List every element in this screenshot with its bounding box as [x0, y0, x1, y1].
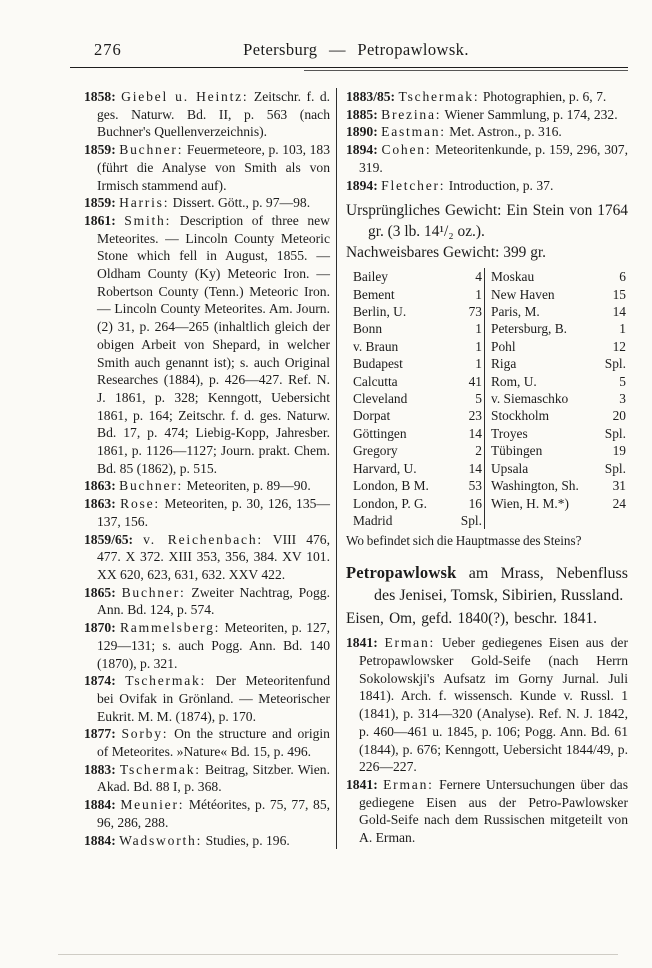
- entry-text: Zeitschr. f. d. ges. Naturw. Bd. II, p. 563 (nach Buchner's Quellenverzeichnis).: [97, 89, 331, 140]
- entry-author: Eastman:: [381, 124, 446, 140]
- table-right-half: [484, 355, 628, 372]
- entry-text: Beitrag, Sitzber. Wien. Akad. Bd. 88 I, p. 368.: [97, 761, 330, 795]
- bibliography-entry: [84, 796, 330, 831]
- table-row: [346, 268, 628, 285]
- header-rule-line-2: [304, 70, 628, 71]
- entry-author: Buchner:: [121, 584, 186, 600]
- table-row: [346, 303, 628, 320]
- entry-text: Met. Astron., p. 316.: [449, 124, 562, 140]
- table-left-location: Calcutta: [353, 373, 398, 389]
- entry-year: 1859:: [84, 195, 116, 211]
- table-right-location: Rom, U.: [491, 373, 537, 389]
- table-left-location: London, B M.: [353, 478, 429, 494]
- bibliography-entry: [84, 194, 330, 212]
- entry-text: Fernere Untersuchungen über das gediegene Eisen aus der Petro-Pawlowsker Gold-Seife nach dem Russischen mitgeteilt von A. Erman.: [359, 776, 628, 846]
- table-left-half: [346, 355, 484, 372]
- table-right-half: [484, 320, 628, 337]
- entry-text: Meteoritenkunde, p. 159, 296, 307, 319.: [359, 142, 628, 175]
- entry-text: Photographien, p. 6, 7.: [482, 89, 607, 104]
- original-weight-line: Ursprüngliches Gewicht: Ein Stein von 1764 gr. (3 lb. 14¹/₂ oz.).: [346, 202, 628, 241]
- table-right-half: [484, 460, 628, 477]
- table-left-half: [346, 477, 484, 494]
- entry-author: Erman:: [383, 776, 434, 792]
- bibliography-entry: [84, 832, 330, 850]
- entry-text: Feuermeteore, p. 103, 183 (führt die Analyse von Smith als von Irmisch stammend auf).: [97, 142, 330, 193]
- bibliography-entry: [346, 88, 628, 106]
- entry-year: 1859/65:: [84, 531, 134, 547]
- table-right-location: Petersburg, B.: [491, 321, 568, 337]
- bibliography-entry: [84, 672, 330, 725]
- table-left-count: Spl.: [460, 512, 482, 528]
- entry-year: 1870:: [84, 620, 116, 636]
- entry-author: Brezina:: [381, 106, 442, 122]
- table-left-half: [346, 425, 484, 442]
- entry-author: Cohen:: [381, 142, 432, 158]
- table-right-location: Tübingen: [491, 443, 543, 459]
- entry-text: Ueber gediegenes Eisen aus der Petropawlowsker Gold-Seife (nach Herrn Sokolowskji's Aufsatz im Gorny Jurnal. Juli 1841). Arch. f. wissensch. Kunde v. Russl. 1 (1841), p. 314—320 (Analyse). Ref. N. J. 1842, p. 460—461 u. 1845, p. 106; Pogg. Ann. Bd. 61 (1844), p. 676; Kenngott, Uebersicht 1844/49, p. 226—227.: [359, 635, 628, 775]
- entry-author: Harris:: [119, 195, 170, 211]
- entry-text: Zweiter Nachtrag, Pogg. Ann. Bd. 124, p. 574.: [97, 584, 330, 618]
- table-row: [346, 512, 628, 529]
- two-column-body: [84, 88, 628, 849]
- table-row: [346, 460, 628, 477]
- table-right-location: [491, 512, 596, 529]
- table-left-location: Cleveland: [353, 391, 408, 407]
- locality-name: Petropawlowsk: [346, 563, 457, 583]
- bibliography-entry: [346, 106, 628, 124]
- table-right-half: [484, 268, 628, 285]
- table-row: [346, 286, 628, 303]
- hauptmasse-question: Wo befindet sich die Hauptmasse des Steins?: [346, 533, 582, 549]
- bibliography-entry: [84, 477, 330, 495]
- bibliography-entry: [84, 212, 330, 478]
- table-left-location: London, P. G.: [353, 495, 428, 511]
- table-left-location: v. Braun: [353, 338, 399, 354]
- table-right-location: Paris, M.: [491, 304, 540, 320]
- page-number: 276: [94, 40, 122, 59]
- entry-year: 1865:: [84, 584, 116, 600]
- entry-author: v. Reichenbach:: [143, 531, 263, 547]
- table-left-location: Harvard, U.: [353, 460, 417, 476]
- entry-author: Rammelsberg:: [119, 620, 221, 636]
- bibliography-entry: [346, 177, 628, 195]
- table-left-count: 4: [475, 269, 482, 285]
- table-left-count: 53: [468, 478, 482, 494]
- table-right-count: [596, 512, 628, 529]
- entry-text: Météorites, p. 75, 77, 85, 96, 286, 288.: [97, 797, 331, 830]
- table-right-half: [484, 286, 628, 303]
- table-left-count: 1: [475, 356, 482, 372]
- bibliography-entry: [84, 141, 330, 194]
- entry-author: Erman:: [384, 635, 436, 651]
- right-column: [337, 88, 628, 849]
- entry-year: 1884:: [84, 797, 116, 813]
- locality-description: am Mrass, Nebenfluss des Jenisei, Tomsk, Sibirien, Russland.: [374, 565, 628, 604]
- page-header: [84, 40, 628, 64]
- table-right-location: Pohl: [491, 338, 516, 354]
- entry-author: Wadsworth:: [119, 832, 203, 848]
- entry-year: 1883:: [84, 761, 116, 777]
- table-left-half: [346, 390, 484, 407]
- table-right-half: [484, 495, 628, 512]
- entry-author: Buchner:: [119, 142, 184, 158]
- entry-text: VIII 476, 477. X 372. XIII 353, 356, 384. XV 101. XX 620, 623, 631, 632. XXV 422.: [97, 531, 330, 582]
- table-right-location: v. Siemaschko: [491, 391, 569, 407]
- table-row: [346, 355, 628, 372]
- entry-year: 1874:: [84, 673, 116, 689]
- table-left-half: [346, 442, 484, 459]
- table-left-count: 14: [468, 425, 482, 441]
- table-row: [346, 425, 628, 442]
- table-right-location: Stockholm: [491, 408, 550, 424]
- table-right-half: [484, 338, 628, 355]
- table-left-half: [346, 338, 484, 355]
- table-left-half: [346, 495, 484, 512]
- collections-table: [346, 268, 628, 529]
- entry-text: Studies, p. 196.: [205, 832, 290, 848]
- table-right-half: [484, 442, 628, 459]
- table-row: [346, 477, 628, 494]
- entry-year: 1841:: [346, 635, 378, 651]
- table-left-location: Bonn: [353, 321, 383, 337]
- entry-author: Rose:: [120, 496, 160, 512]
- table-right-count: 31: [612, 478, 626, 494]
- table-left-half: [346, 512, 484, 529]
- table-left-count: 2: [475, 443, 482, 459]
- bibliography-entry: [346, 141, 628, 176]
- table-right-count: 1: [619, 321, 626, 337]
- table-left-count: 16: [468, 495, 482, 511]
- table-right-count: 20: [612, 408, 626, 424]
- locality-bibliography: [346, 634, 628, 846]
- entry-year: 1884:: [84, 832, 116, 848]
- table-left-location: Bement: [353, 286, 395, 302]
- bibliography-entry: [346, 776, 628, 847]
- entry-author: Meunier:: [120, 797, 185, 813]
- table-left-count: 1: [475, 321, 482, 337]
- locality-entry: [346, 562, 628, 606]
- table-right-half: [484, 390, 628, 407]
- table-right-half: [484, 373, 628, 390]
- table-left-count: 5: [475, 391, 482, 407]
- bibliography-entry: [84, 619, 330, 672]
- header-rule-line: [70, 67, 628, 68]
- table-left-half: [346, 373, 484, 390]
- entry-text: Meteoriten, p. 127, 129—131; s. auch Pogg. Ann. Bd. 140 (1870), p. 321.: [97, 620, 330, 671]
- table-right-half: [484, 407, 628, 424]
- table-right-count: 24: [612, 495, 626, 511]
- entry-author: Smith:: [124, 212, 172, 228]
- table-left-location: Gregory: [353, 443, 398, 459]
- table-right-count: Spl.: [604, 356, 626, 372]
- bibliography-entry: [84, 495, 330, 530]
- table-left-count: 1: [475, 286, 482, 302]
- table-right-count: 12: [612, 338, 626, 354]
- bibliography-entry: [84, 88, 330, 141]
- table-left-count: 1: [475, 338, 482, 354]
- table-right-half: [484, 425, 628, 442]
- entry-text: Meteoriten, p. 89—90.: [186, 478, 311, 494]
- bibliography-entry: [84, 761, 330, 796]
- entry-author: Fletcher:: [381, 177, 446, 193]
- entry-year: 1885:: [346, 106, 378, 122]
- bibliography-entry: [346, 123, 628, 141]
- table-right-count: 3: [619, 391, 626, 407]
- bibliography-entry: [84, 725, 330, 760]
- table-left-count: 14: [468, 460, 482, 476]
- table-right-location: Moskau: [491, 269, 535, 285]
- table-left-half: [346, 320, 484, 337]
- entry-text: Der Meteoritenfund bei Ovifak in Grönland. — Meteorischer Eukrit. M. M. (1874), p. 170.: [97, 673, 330, 724]
- entry-year: 1890:: [346, 124, 378, 140]
- table-row: [346, 442, 628, 459]
- table-left-count: 41: [468, 373, 482, 389]
- entry-text: Description of three new Meteorites. — Lincoln County Meteoric Stone which fell in August, 1855. — Oldham County (Ky) Meteoric Iron. — Robertson County (Tenn.) Meteoric Iron. — Lincoln County Meteorites. Am. Journ. (2) 31, p. 264—265 (inhaltlich gleich der obigen Arbeit von Shepard, in welcher Smith auch genannt ist); s. auch Original Researches (1884), p. 426—427. Ref. N. J. 1861, p. 328; Kenngott, Uebersicht 1861, p. 164; Zeitschr. f. d. ges. Naturw. Bd. 17, p. 474; Liebig-Kopp, Jahresber. 1861, p. 1126—1127; Journ. prakt. Chem. Bd. 85 (1862), p. 515.: [97, 212, 331, 476]
- table-right-location: Riga: [491, 356, 517, 372]
- table-row: [346, 407, 628, 424]
- entry-year: 1861:: [84, 212, 116, 228]
- table-right-location: New Haven: [491, 286, 555, 302]
- entry-text: On the structure and origin of Meteorites. »Nature« Bd. 15, p. 496.: [97, 726, 330, 760]
- entry-text: Meteoriten, p. 30, 126, 135—137, 156.: [97, 496, 331, 529]
- table-right-half: [484, 477, 628, 494]
- table-right-count: Spl.: [604, 460, 626, 476]
- table-left-half: [346, 303, 484, 320]
- table-left-count: 23: [468, 408, 482, 424]
- table-left-half: [346, 286, 484, 303]
- table-left-location: Göttingen: [353, 425, 407, 441]
- entry-year: 1877:: [84, 726, 116, 742]
- entry-year: 1858:: [84, 89, 116, 104]
- entry-author: Tschermak:: [125, 673, 207, 689]
- table-right-count: 5: [619, 373, 626, 389]
- entry-author: Tschermak:: [119, 761, 201, 777]
- entry-text: Introduction, p. 37.: [448, 177, 554, 193]
- table-left-half: [346, 460, 484, 477]
- entry-year: 1863:: [84, 478, 116, 494]
- table-left-location: Madrid: [353, 512, 393, 528]
- header-rule: [70, 67, 628, 73]
- table-right-count: Spl.: [604, 425, 626, 441]
- table-left-location: Dorpat: [353, 408, 391, 424]
- page-bottom-rule: [58, 954, 618, 955]
- entry-year: 1894:: [346, 142, 378, 158]
- table-left-location: Berlin, U.: [353, 304, 407, 320]
- table-left-location: Budapest: [353, 356, 403, 372]
- table-row: [346, 320, 628, 337]
- table-row: [346, 495, 628, 512]
- page-header-title: Petersburg — Petropawlowsk.: [243, 40, 469, 59]
- entry-year: 1841:: [346, 776, 378, 792]
- known-weight-line: Nachweisbares Gewicht: 399 gr.: [346, 244, 547, 262]
- table-right-count: 14: [612, 304, 626, 320]
- table-right-half: [484, 512, 628, 529]
- locality-classification: Eisen, Om, gefd. 1840(?), beschr. 1841.: [346, 610, 597, 628]
- table-right-count: 19: [612, 443, 626, 459]
- table-right-count: 15: [612, 286, 626, 302]
- table-right-location: Wien, H. M.*): [491, 495, 569, 511]
- table-right-location: Washington, Sh.: [491, 478, 579, 494]
- table-right-count: 6: [619, 269, 626, 285]
- bibliography-entry: [346, 634, 628, 776]
- table-row: [346, 390, 628, 407]
- bibliography-entry: [84, 531, 330, 584]
- table-row: [346, 373, 628, 390]
- entry-author: Buchner:: [119, 478, 184, 494]
- table-left-count: 73: [468, 304, 482, 320]
- entry-text: Wiener Sammlung, p. 174, 232.: [444, 106, 618, 122]
- table-left-location: Bailey: [353, 269, 388, 285]
- entry-year: 1883/85:: [346, 89, 396, 104]
- entry-author: Giebel u. Heintz:: [121, 89, 249, 104]
- table-left-half: [346, 407, 484, 424]
- table-right-location: Upsala: [491, 460, 529, 476]
- table-right-location: Troyes: [491, 425, 528, 441]
- entry-author: Sorby:: [121, 726, 169, 742]
- entry-year: 1859:: [84, 142, 116, 158]
- left-column: [84, 88, 330, 849]
- entry-year: 1894:: [346, 177, 378, 193]
- entry-author: Tschermak:: [398, 89, 480, 104]
- table-row: [346, 338, 628, 355]
- entry-year: 1863:: [84, 496, 116, 512]
- table-right-half: [484, 303, 628, 320]
- entry-text: Dissert. Gött., p. 97—98.: [172, 195, 311, 211]
- bibliography-entry: [84, 584, 330, 619]
- table-left-half: [346, 268, 484, 285]
